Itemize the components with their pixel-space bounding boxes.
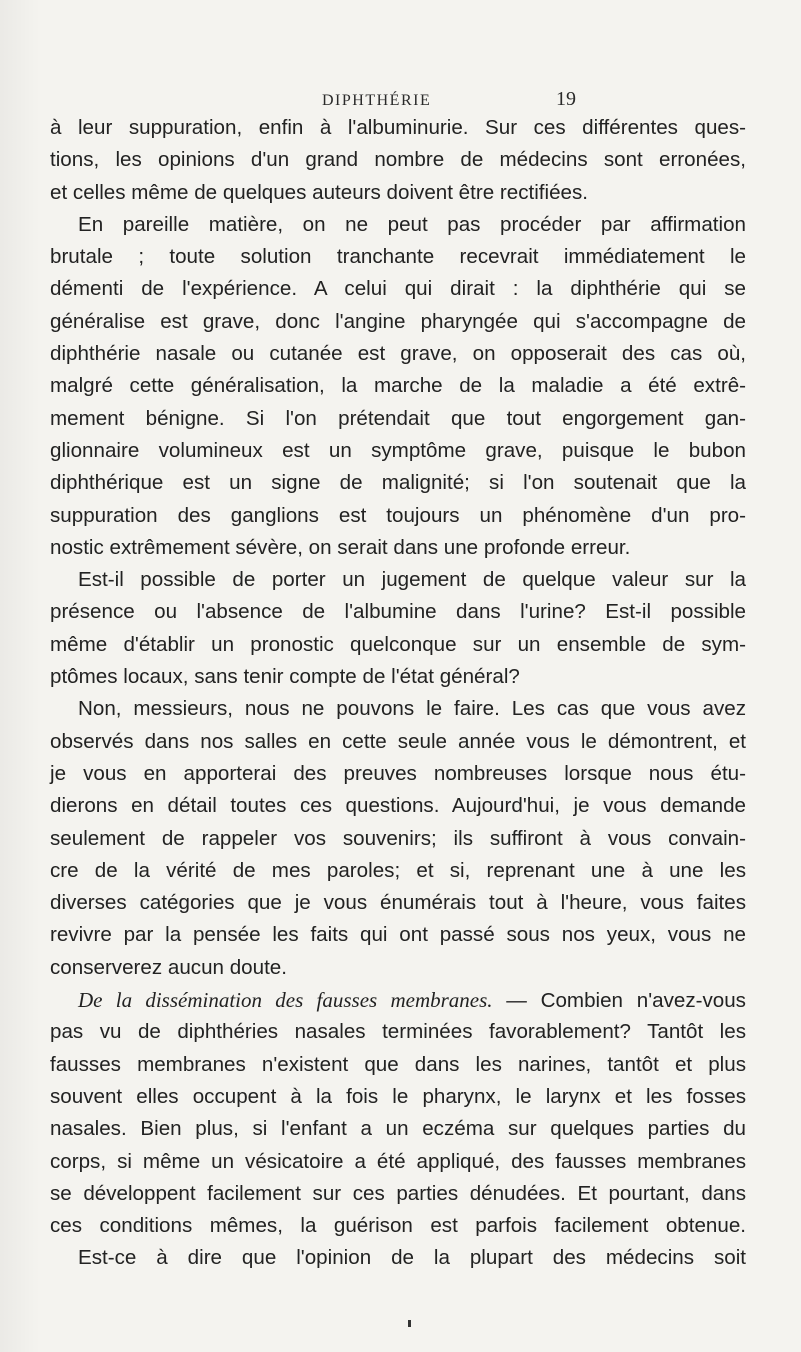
text-line bbox=[50, 338, 746, 370]
text-line-content: même d'établir un pronostic quelconque sur un ensemble de sym- bbox=[50, 632, 746, 656]
text-line-content: malgré cette généralisation, la marche de la maladie a été extrê- bbox=[50, 374, 746, 398]
text-line bbox=[50, 919, 746, 951]
text-line bbox=[50, 532, 746, 564]
text-line bbox=[50, 952, 746, 984]
text-line bbox=[50, 823, 746, 855]
text-line-content: généralise est grave, donc l'angine pharyngée qui s'accompagne de bbox=[50, 309, 746, 333]
text-line-content: En pareille matière, on ne peut pas procéder par affirmation bbox=[78, 212, 746, 236]
text-line-content: diphthérie nasale ou cutanée est grave, on opposerait des cas où, bbox=[50, 342, 746, 366]
text-line bbox=[50, 1146, 746, 1178]
text-line-content: cre de la vérité de mes paroles; et si, reprenant une à une les bbox=[50, 858, 746, 882]
text-line-content: tions, les opinions d'un grand nombre de médecins sont erronées, bbox=[50, 148, 746, 172]
text-line-content: présence ou l'absence de l'albumine dans l'urine? Est-il possible bbox=[50, 600, 746, 624]
text-line-content: corps, si même un vésicatoire a été appliqué, des fausses membranes bbox=[50, 1149, 746, 1173]
text-line bbox=[50, 306, 746, 338]
print-mark bbox=[408, 1320, 411, 1327]
text-line-content: glionnaire volumineux est un symptôme grave, puisque le bubon bbox=[50, 438, 746, 462]
text-line-content: diverses catégories que je vous énumérais tout à l'heure, vous faites bbox=[50, 891, 746, 915]
text-line bbox=[50, 273, 746, 305]
text-line bbox=[50, 370, 746, 402]
text-line-content: diphthérique est un signe de malignité; si l'on soutenait que la bbox=[50, 471, 746, 495]
text-line-content: suppuration des ganglions est toujours un phénomène d'un pro- bbox=[50, 503, 746, 527]
text-line-content: Est-ce à dire que l'opinion de la plupart des médecins soit bbox=[78, 1246, 746, 1270]
text-line bbox=[50, 693, 746, 725]
text-line-content: seulement de rappeler vos souvenirs; ils suffiront à vous convain- bbox=[50, 826, 746, 850]
text-line-content: brutale ; toute solution tranchante recevrait immédiatement le bbox=[50, 245, 746, 269]
text-line bbox=[50, 629, 746, 661]
text-line-content: nasales. Bien plus, si l'enfant a un eczéma sur quelques parties du bbox=[50, 1117, 746, 1141]
text-line bbox=[50, 144, 746, 176]
text-line bbox=[50, 790, 746, 822]
text-line bbox=[50, 887, 746, 919]
text-line-content: fausses membranes n'existent que dans les narines, tantôt et plus bbox=[50, 1052, 746, 1076]
text-line bbox=[50, 758, 746, 790]
body-text bbox=[50, 112, 746, 1275]
text-line bbox=[50, 241, 746, 273]
text-line-content: démenti de l'expérience. A celui qui dirait : la diphthérie qui se bbox=[50, 277, 746, 301]
text-line bbox=[50, 596, 746, 628]
text-line-content: observés dans nos salles en cette seule année vous le démontrent, et bbox=[50, 729, 746, 753]
section-heading-italic: De la dissémination des fausses membranes. bbox=[78, 988, 493, 1013]
text-line-content: nostic extrêmement sévère, on serait dans une profonde erreur. bbox=[50, 535, 631, 559]
text-line-content: ces conditions mêmes, la guérison est parfois facilement obtenue. bbox=[50, 1214, 746, 1238]
text-line bbox=[50, 177, 746, 209]
text-line-content: à leur suppuration, enfin à l'albuminurie. Sur ces différentes ques- bbox=[50, 116, 746, 139]
text-line-content: Non, messieurs, nous ne pouvons le faire. Les cas que vous avez bbox=[78, 697, 746, 721]
text-line-content: je vous en apporterai des preuves nombreuses lorsque nous étu- bbox=[50, 761, 746, 785]
text-line bbox=[50, 467, 746, 499]
text-line bbox=[50, 1242, 746, 1274]
page-number: 19 bbox=[556, 88, 576, 110]
text-line bbox=[50, 726, 746, 758]
text-line-content: et celles même de quelques auteurs doivent être rectifiées. bbox=[50, 180, 589, 204]
text-line bbox=[50, 1016, 746, 1048]
text-line bbox=[50, 209, 746, 241]
text-line-content: revivre par la pensée les faits qui ont passé sous nos yeux, vous ne bbox=[50, 923, 746, 947]
text-line bbox=[50, 1113, 746, 1145]
text-line-content: — Combien n'avez-vous bbox=[492, 989, 746, 1013]
text-line bbox=[50, 435, 746, 467]
text-line bbox=[50, 984, 746, 1016]
text-line bbox=[50, 500, 746, 532]
text-line bbox=[50, 661, 746, 693]
text-line-content: conserverez aucun doute. bbox=[50, 955, 287, 979]
text-line-content: ptômes locaux, sans tenir compte de l'état général? bbox=[50, 665, 520, 689]
text-line-content: Est-il possible de porter un jugement de quelque valeur sur la bbox=[78, 568, 746, 592]
text-line-content: mement bénigne. Si l'on prétendait que tout engorgement gan- bbox=[50, 406, 746, 430]
text-line-content: pas vu de diphthéries nasales terminées favorablement? Tantôt les bbox=[50, 1020, 746, 1044]
text-line-content: souvent elles occupent à la fois le pharynx, le larynx et les fosses bbox=[50, 1084, 746, 1108]
text-line-content: dierons en détail toutes ces questions. Aujourd'hui, je vous demande bbox=[50, 794, 746, 818]
text-line bbox=[50, 855, 746, 887]
text-line bbox=[50, 1049, 746, 1081]
text-line bbox=[50, 112, 746, 144]
running-title: DIPHTHÉRIE bbox=[322, 92, 432, 109]
text-line-content: se développent facilement sur ces parties dénudées. Et pourtant, dans bbox=[50, 1181, 746, 1205]
text-line bbox=[50, 403, 746, 435]
text-line bbox=[50, 1081, 746, 1113]
text-line bbox=[50, 564, 746, 596]
text-line bbox=[50, 1210, 746, 1242]
text-line bbox=[50, 1178, 746, 1210]
